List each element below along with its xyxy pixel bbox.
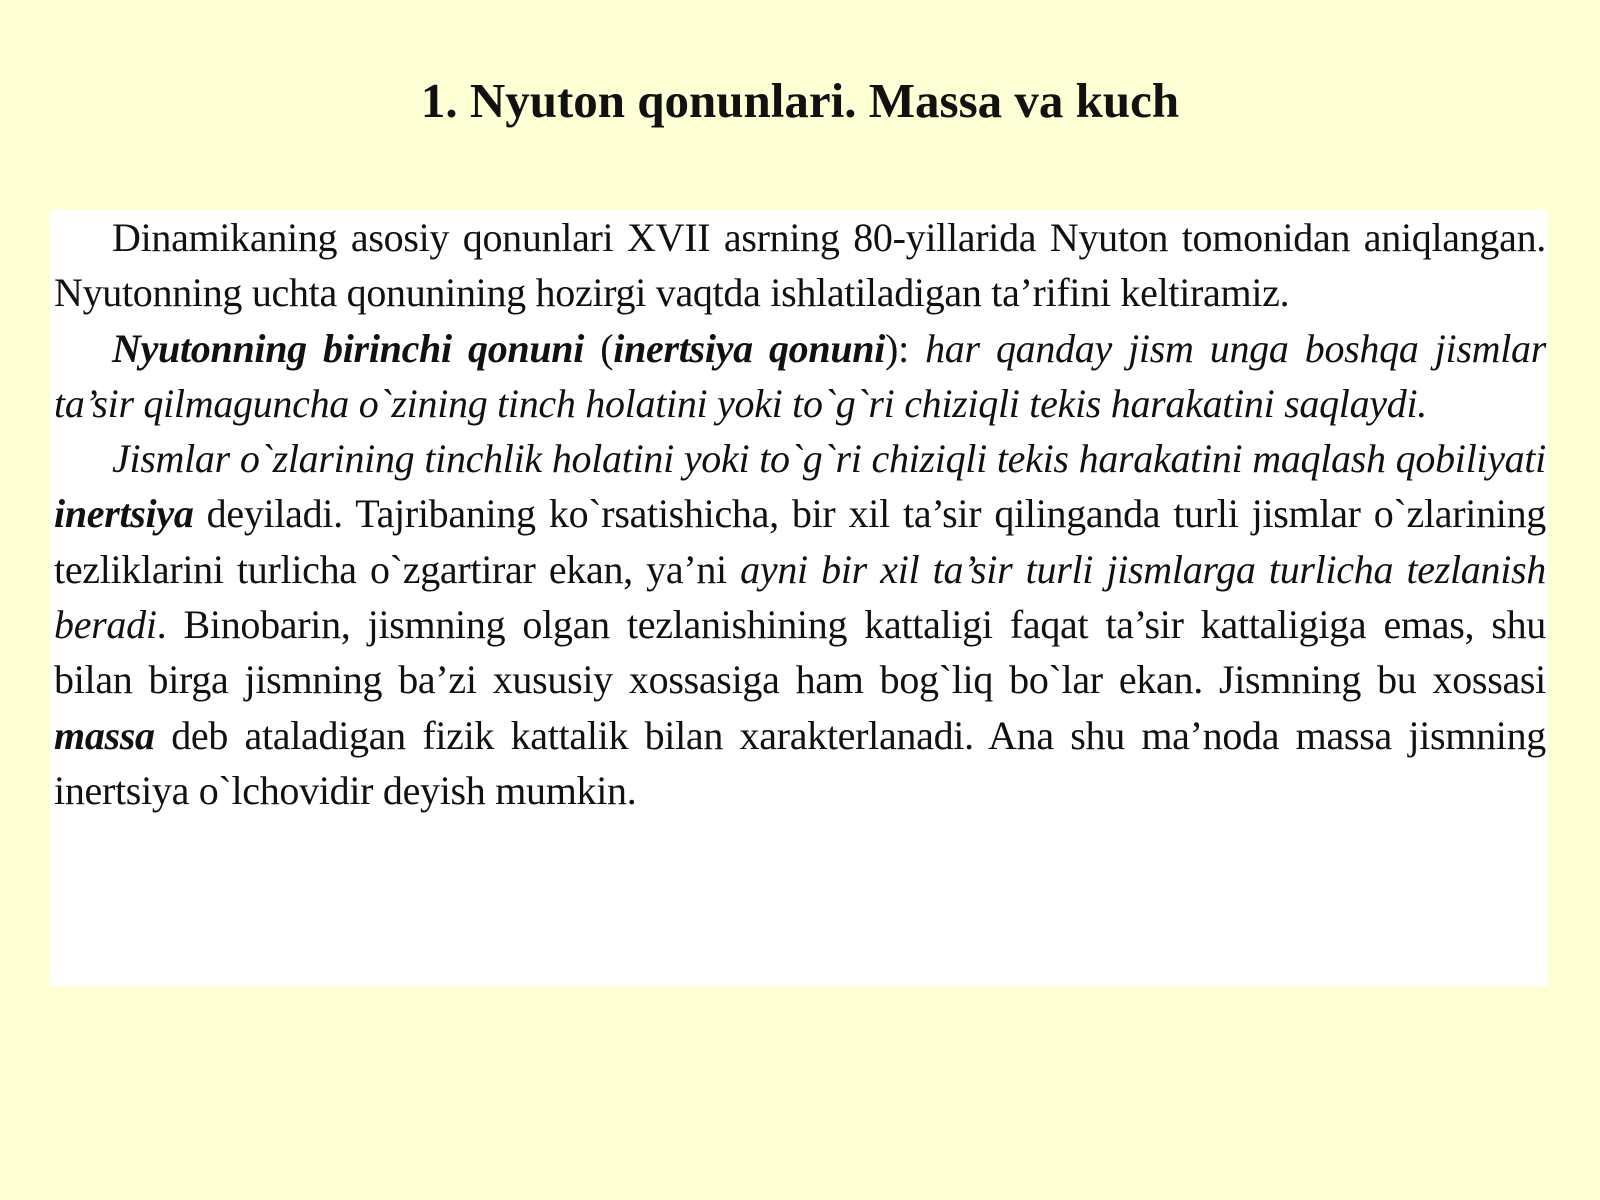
inertia-definition-lead: Jismlar o`zlarining tinchlik holatini yoki to`g`ri chiziqli tekis harakatini maqlash qobiliyati bbox=[112, 436, 1546, 482]
inertia-term: inertsiya bbox=[54, 491, 194, 537]
text-block bbox=[50, 210, 1548, 986]
first-law-term: Nyutonning birinchi qonuni bbox=[112, 325, 585, 371]
intro-text: Dinamikaning asosiy qonunlari XVII asrning 80-yillarida Nyuton tomonidan aniqlangan. Nyutonning uchta qonunining hozirgi vaqtda ishlatiladigan ta’rifini keltiramiz. bbox=[54, 215, 1546, 316]
paragraph-inertia bbox=[54, 431, 1546, 818]
paragraph-first-law bbox=[54, 321, 1546, 432]
mass-term: massa bbox=[54, 712, 155, 758]
mass-explanation: . Binobarin, jismning olgan tezlanishining kattaligi faqat ta’sir kattaligiga emas, shu bilan birga jismning ba’zi xususiy xossasiga ham bog`liq bo`lar ekan. Jismning bu xossasi bbox=[54, 602, 1546, 703]
slide-title: 1. Nyuton qonunlari. Massa va kuch bbox=[420, 73, 1180, 128]
first-law-statement: har qanday jism unga boshqa jismlar ta’sir qilmaguncha o`zining tinch holatini yoki to`g`ri chiziqli tekis harakatini saqlaydi. bbox=[54, 325, 1546, 426]
first-law-close-paren: ): bbox=[885, 325, 926, 371]
mass-conclusion: deb ataladigan fizik kattalik bilan xarakterlanadi. Ana shu ma’noda massa jismning inertsiya o`lchovidir deyish mumkin. bbox=[54, 712, 1546, 813]
inertia-law-term: inertsiya qonuni bbox=[613, 325, 886, 371]
first-law-open-paren: ( bbox=[584, 325, 614, 371]
paragraph-intro bbox=[54, 210, 1546, 321]
inertia-explanation: deyiladi. Tajribaning ko`rsatishicha, bir xil ta’sir qilinganda turli jismlar o`zlarining tezliklarini turlicha o`zgartirar ekan, ya’ni bbox=[54, 491, 1546, 592]
acceleration-statement: ayni bir xil ta’sir turli jismlarga turlicha tezlanish beradi bbox=[54, 546, 1546, 648]
